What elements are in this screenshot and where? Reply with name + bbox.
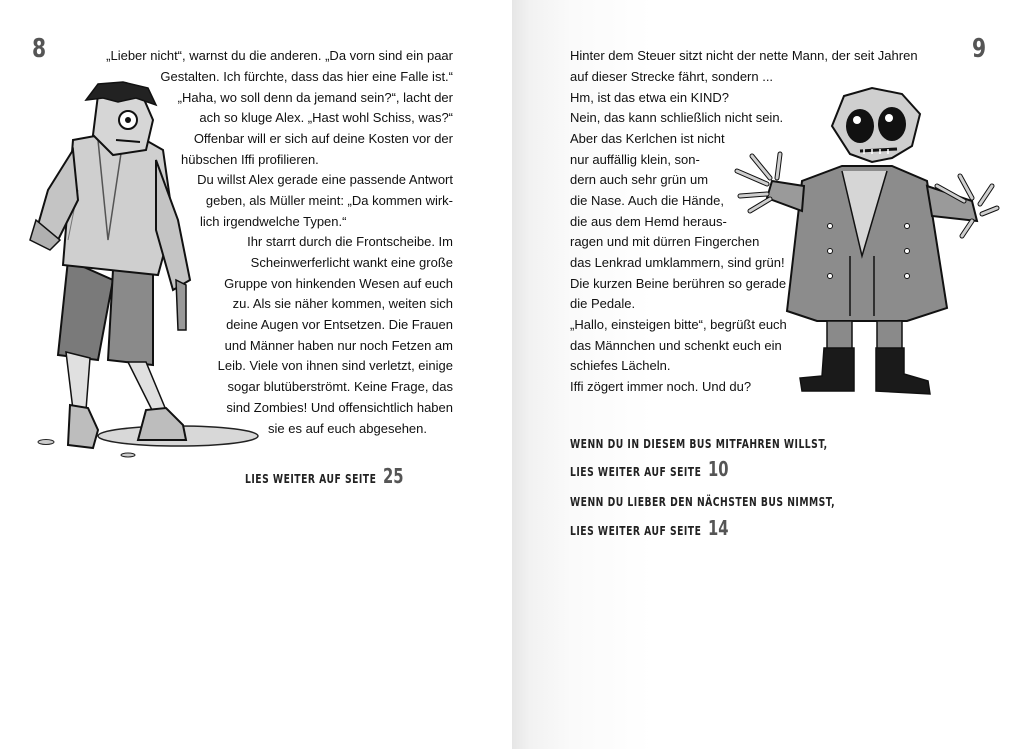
text-line: Gestalten. Ich fürchte, dass das hier eine Falle ist.“ bbox=[160, 69, 453, 84]
text-line: Ihr starrt durch die Frontscheibe. Im bbox=[247, 234, 453, 249]
text-line: schiefes Lächeln. bbox=[570, 358, 671, 373]
text-line: das Männchen und schenkt euch ein bbox=[570, 338, 782, 353]
text-line: „Lieber nicht“, warnst du die anderen. „Da vorn sind ein paar bbox=[106, 48, 453, 63]
continue-label: LIES WEITER AUF SEITE bbox=[245, 471, 377, 486]
text-line: „Haha, wo soll denn da jemand sein?“, lacht der bbox=[177, 90, 453, 105]
continue-link[interactable] bbox=[245, 464, 403, 488]
choice-2-link[interactable] bbox=[570, 516, 728, 540]
text-line: Nein, das kann schließlich nicht sein. bbox=[570, 110, 784, 125]
text-line: zu. Als sie näher kommen, weiten sich bbox=[232, 296, 453, 311]
text-line: sie es auf euch abgesehen. bbox=[268, 421, 428, 436]
text-line: Hm, ist das etwa ein KIND? bbox=[570, 90, 729, 105]
text-line: geben, als Müller meint: „Da kommen wirk- bbox=[205, 193, 453, 208]
text-line: nur auffällig klein, son- bbox=[570, 152, 700, 167]
text-line: lich irgendwelche Typen.“ bbox=[200, 214, 347, 229]
text-line: Aber das Kerlchen ist nicht bbox=[570, 131, 725, 146]
text-line: hübschen Iffi profilieren. bbox=[181, 152, 319, 167]
text-line: deine Augen vor Entsetzen. Die Frauen bbox=[226, 317, 453, 332]
text-line: die Nase. Auch die Hände, bbox=[570, 193, 724, 208]
choice-1-label: LIES WEITER AUF SEITE bbox=[570, 464, 702, 479]
text-line: dern auch sehr grün um bbox=[570, 172, 709, 187]
text-line: Gruppe von hinkenden Wesen auf euch bbox=[224, 276, 453, 291]
text-line: Scheinwerferlicht wankt eine große bbox=[250, 255, 453, 270]
text-line: Offenbar will er sich auf deine Kosten vor der bbox=[193, 131, 453, 146]
text-line: das Lenkrad umklammern, sind grün! bbox=[570, 255, 785, 270]
text-line: auf dieser Strecke fährt, sondern ... bbox=[570, 69, 774, 84]
left-page-number: 8 bbox=[32, 34, 46, 64]
choice-1-link[interactable] bbox=[570, 457, 728, 481]
choice-2-text: WENN DU LIEBER DEN NÄCHSTEN BUS NIMMST, bbox=[570, 494, 836, 509]
right-page bbox=[512, 0, 1024, 749]
text-line: Du willst Alex gerade eine passende Antwort bbox=[197, 172, 453, 187]
right-page-number: 9 bbox=[972, 34, 986, 64]
text-line: ach so kluge Alex. „Hast wohl Schiss, was?“ bbox=[199, 110, 453, 125]
text-line: die aus dem Hemd heraus- bbox=[570, 214, 727, 229]
text-line: Hinter dem Steuer sitzt nicht der nette Mann, der seit Jahren bbox=[570, 48, 918, 63]
text-line: und Männer haben nur noch Fetzen am bbox=[224, 338, 453, 353]
choice-2-page-number: 14 bbox=[707, 516, 729, 540]
text-line: Die kurzen Beine berühren so gerade bbox=[570, 276, 787, 291]
choice-1-page-number: 10 bbox=[707, 457, 729, 481]
text-line: die Pedale. bbox=[570, 296, 636, 311]
alien-driver-illustration bbox=[732, 86, 1002, 406]
text-line: Iffi zögert immer noch. Und du? bbox=[570, 379, 752, 394]
text-line: ragen und mit dürren Fingerchen bbox=[570, 234, 760, 249]
choice-2-label: LIES WEITER AUF SEITE bbox=[570, 523, 702, 538]
text-line: sogar blutüberströmt. Keine Frage, das bbox=[227, 379, 453, 394]
text-line: Leib. Viele von ihnen sind verletzt, einige bbox=[217, 358, 453, 373]
continue-page-number: 25 bbox=[382, 464, 404, 488]
choice-1-text: WENN DU IN DIESEM BUS MITFAHREN WILLST, bbox=[570, 436, 828, 451]
text-line: „Hallo, einsteigen bitte“, begrüßt euch bbox=[570, 317, 787, 332]
text-line: sind Zombies! Und offensichtlich haben bbox=[226, 400, 453, 415]
